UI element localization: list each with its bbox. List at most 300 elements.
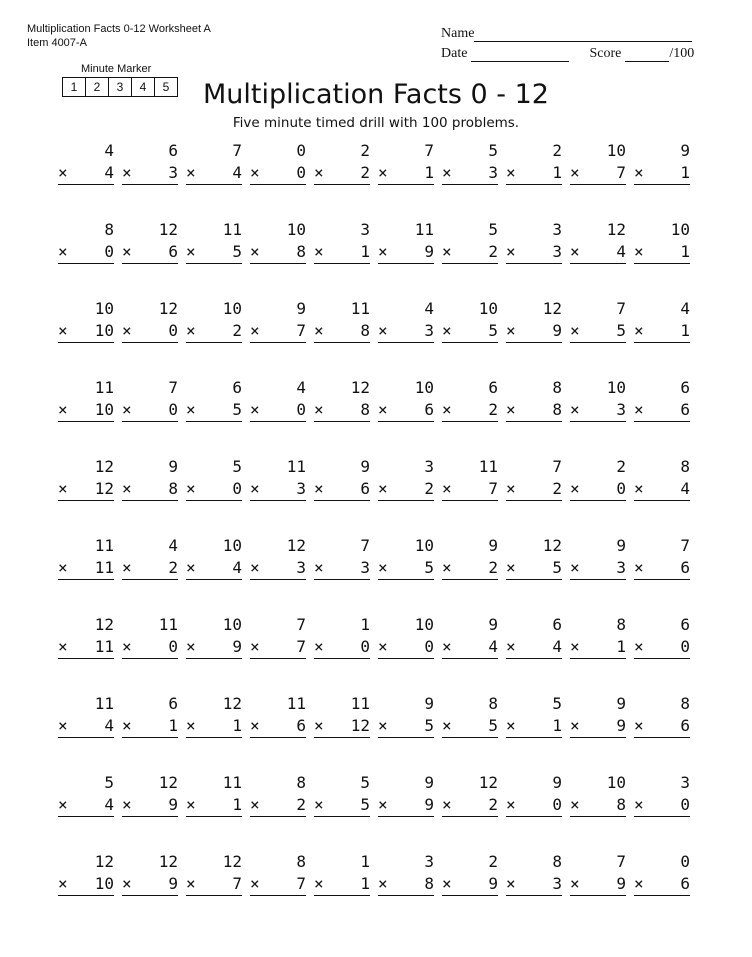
- times-sign: ×: [122, 321, 132, 340]
- multiplicand: 5: [488, 141, 498, 160]
- problem: [186, 219, 242, 264]
- times-sign: ×: [250, 479, 260, 498]
- multiplier: 7: [616, 163, 626, 182]
- times-sign: ×: [506, 637, 516, 656]
- problem: [314, 298, 370, 343]
- multiplier-row: [634, 478, 690, 501]
- multiplier-row: [378, 794, 434, 817]
- multiplier: 8: [296, 242, 306, 261]
- minute-box[interactable]: 1: [63, 78, 86, 96]
- multiplier-row: [378, 873, 434, 896]
- multiplier: 10: [94, 321, 114, 340]
- problem: [122, 298, 178, 343]
- times-sign: ×: [314, 716, 324, 735]
- score-field[interactable]: [625, 48, 669, 62]
- problem: [570, 298, 626, 343]
- times-sign: ×: [314, 479, 324, 498]
- multiplicand: 5: [360, 773, 370, 792]
- problem: [58, 219, 114, 264]
- problem: [570, 614, 626, 659]
- multiplier: 9: [168, 795, 178, 814]
- multiplier-row: [58, 320, 114, 343]
- problem: [506, 298, 562, 343]
- multiplier: 6: [296, 716, 306, 735]
- multiplicand: 0: [296, 141, 306, 160]
- times-sign: ×: [442, 163, 452, 182]
- name-row: [441, 22, 694, 42]
- multiplicand: 6: [168, 141, 178, 160]
- problem: [314, 614, 370, 659]
- multiplier-row: [634, 399, 690, 422]
- times-sign: ×: [570, 874, 580, 893]
- multiplier: 1: [232, 795, 242, 814]
- problem: [314, 377, 370, 422]
- multiplicand: 9: [424, 694, 434, 713]
- multiplier-row: [58, 241, 114, 264]
- problem: [314, 693, 370, 738]
- multiplier: 5: [488, 321, 498, 340]
- times-sign: ×: [122, 795, 132, 814]
- minute-box[interactable]: 5: [162, 80, 170, 94]
- multiplier: 1: [680, 321, 690, 340]
- multiplier-row: [122, 162, 178, 185]
- multiplier: 6: [168, 242, 178, 261]
- problem: [634, 140, 690, 185]
- multiplicand: 9: [168, 457, 178, 476]
- multiplier: 7: [488, 479, 498, 498]
- multiplier-row: [314, 478, 370, 501]
- problem: [442, 614, 498, 659]
- multiplicand: 10: [222, 536, 242, 555]
- problem: [442, 377, 498, 422]
- problem: [122, 377, 178, 422]
- multiplier-row: [186, 636, 242, 659]
- multiplier-row: [378, 320, 434, 343]
- times-sign: ×: [58, 637, 68, 656]
- multiplier: 0: [552, 795, 562, 814]
- times-sign: ×: [58, 321, 68, 340]
- multiplier-row: [314, 873, 370, 896]
- problem: [506, 693, 562, 738]
- multiplier: 3: [360, 558, 370, 577]
- multiplier: 6: [680, 874, 690, 893]
- times-sign: ×: [250, 321, 260, 340]
- problem: [122, 219, 178, 264]
- multiplicand: 9: [680, 141, 690, 160]
- multiplier: 2: [488, 400, 498, 419]
- multiplicand: 10: [286, 220, 306, 239]
- times-sign: ×: [186, 558, 196, 577]
- multiplicand: 7: [296, 615, 306, 634]
- multiplicand: 10: [478, 299, 498, 318]
- multiplier: 3: [168, 163, 178, 182]
- multiplier-row: [378, 715, 434, 738]
- times-sign: ×: [314, 558, 324, 577]
- times-sign: ×: [634, 716, 644, 735]
- multiplicand: 12: [478, 773, 498, 792]
- problem: [570, 693, 626, 738]
- times-sign: ×: [250, 400, 260, 419]
- multiplicand: 8: [488, 694, 498, 713]
- score-label: Score: [589, 46, 622, 61]
- problem: [506, 535, 562, 580]
- multiplier: 8: [424, 874, 434, 893]
- multiplier: 7: [232, 874, 242, 893]
- multiplicand: 5: [232, 457, 242, 476]
- multiplier: 0: [232, 479, 242, 498]
- multiplier: 0: [104, 242, 114, 261]
- multiplicand: 3: [424, 457, 434, 476]
- problem: [314, 456, 370, 501]
- problem: [58, 772, 114, 817]
- multiplier-row: [186, 557, 242, 580]
- problem: [506, 140, 562, 185]
- multiplier: 9: [168, 874, 178, 893]
- problem: [506, 851, 562, 896]
- multiplier: 3: [616, 558, 626, 577]
- multiplier-row: [250, 399, 306, 422]
- multiplicand: 8: [552, 378, 562, 397]
- multiplier-row: [250, 794, 306, 817]
- multiplicand: 1: [360, 852, 370, 871]
- multiplicand: 10: [606, 773, 626, 792]
- multiplicand: 7: [424, 141, 434, 160]
- multiplier: 9: [488, 874, 498, 893]
- times-sign: ×: [58, 242, 68, 261]
- problem: [250, 851, 306, 896]
- multiplicand: 7: [616, 299, 626, 318]
- multiplicand: 11: [222, 773, 242, 792]
- multiplicand: 1: [360, 615, 370, 634]
- problem: [186, 535, 242, 580]
- problem: [506, 219, 562, 264]
- multiplicand: 2: [360, 141, 370, 160]
- times-sign: ×: [634, 795, 644, 814]
- multiplier: 6: [680, 400, 690, 419]
- multiplier-row: [442, 478, 498, 501]
- times-sign: ×: [634, 321, 644, 340]
- multiplier: 0: [360, 637, 370, 656]
- multiplier-row: [506, 715, 562, 738]
- problem: [442, 456, 498, 501]
- multiplicand: 12: [158, 773, 178, 792]
- multiplier: 9: [552, 321, 562, 340]
- multiplier-row: [378, 478, 434, 501]
- multiplier: 1: [168, 716, 178, 735]
- multiplicand: 12: [94, 615, 114, 634]
- multiplier: 3: [424, 321, 434, 340]
- multiplier: 9: [616, 874, 626, 893]
- multiplier: 1: [360, 874, 370, 893]
- multiplier: 6: [424, 400, 434, 419]
- times-sign: ×: [186, 874, 196, 893]
- multiplier: 5: [424, 558, 434, 577]
- multiplier: 8: [168, 479, 178, 498]
- multiplier-row: [378, 636, 434, 659]
- multiplier: 3: [552, 242, 562, 261]
- times-sign: ×: [378, 163, 388, 182]
- times-sign: ×: [186, 163, 196, 182]
- multiplicand: 11: [94, 536, 114, 555]
- multiplier: 7: [296, 874, 306, 893]
- problem: [250, 140, 306, 185]
- multiplier: 1: [232, 716, 242, 735]
- multiplicand: 12: [350, 378, 370, 397]
- multiplier-row: [314, 399, 370, 422]
- multiplier-row: [378, 162, 434, 185]
- multiplicand: 4: [424, 299, 434, 318]
- multiplier-row: [570, 794, 626, 817]
- multiplier-row: [58, 557, 114, 580]
- multiplicand: 6: [232, 378, 242, 397]
- problem: [250, 693, 306, 738]
- times-sign: ×: [506, 716, 516, 735]
- multiplier-row: [506, 162, 562, 185]
- times-sign: ×: [122, 400, 132, 419]
- times-sign: ×: [570, 716, 580, 735]
- problem: [506, 377, 562, 422]
- multiplier: 5: [360, 795, 370, 814]
- multiplier-row: [442, 873, 498, 896]
- times-sign: ×: [442, 795, 452, 814]
- multiplicand: 11: [222, 220, 242, 239]
- multiplicand: 2: [616, 457, 626, 476]
- item-code: Item 4007-A: [27, 37, 87, 49]
- multiplier-row: [506, 320, 562, 343]
- multiplicand: 8: [104, 220, 114, 239]
- multiplicand: 6: [168, 694, 178, 713]
- problem: [570, 140, 626, 185]
- times-sign: ×: [250, 874, 260, 893]
- times-sign: ×: [570, 163, 580, 182]
- problem: [186, 693, 242, 738]
- problem: [122, 140, 178, 185]
- times-sign: ×: [122, 558, 132, 577]
- times-sign: ×: [250, 558, 260, 577]
- multiplier: 6: [360, 479, 370, 498]
- multiplier-row: [58, 873, 114, 896]
- multiplier: 1: [360, 242, 370, 261]
- times-sign: ×: [186, 321, 196, 340]
- multiplier-row: [122, 399, 178, 422]
- multiplicand: 4: [104, 141, 114, 160]
- problem: [58, 851, 114, 896]
- multiplier: 4: [232, 163, 242, 182]
- multiplier: 7: [296, 321, 306, 340]
- multiplier-row: [570, 715, 626, 738]
- multiplicand: 12: [542, 536, 562, 555]
- multiplier: 2: [488, 558, 498, 577]
- times-sign: ×: [186, 637, 196, 656]
- problem: [58, 377, 114, 422]
- times-sign: ×: [314, 163, 324, 182]
- problem: [442, 140, 498, 185]
- times-sign: ×: [378, 321, 388, 340]
- minute-box[interactable]: 2: [86, 78, 109, 96]
- multiplier: 5: [552, 558, 562, 577]
- problem: [314, 535, 370, 580]
- multiplicand: 12: [606, 220, 626, 239]
- multiplier-row: [122, 320, 178, 343]
- times-sign: ×: [58, 163, 68, 182]
- problem: [378, 851, 434, 896]
- problem: [122, 614, 178, 659]
- times-sign: ×: [634, 479, 644, 498]
- multiplier: 0: [680, 637, 690, 656]
- date-score-row: [441, 42, 694, 62]
- times-sign: ×: [250, 716, 260, 735]
- multiplier: 2: [424, 479, 434, 498]
- multiplier: 0: [168, 321, 178, 340]
- times-sign: ×: [58, 795, 68, 814]
- multiplicand: 3: [360, 220, 370, 239]
- multiplicand: 11: [158, 615, 178, 634]
- multiplier-row: [506, 636, 562, 659]
- multiplier-row: [442, 241, 498, 264]
- times-sign: ×: [570, 400, 580, 419]
- multiplier: 8: [360, 321, 370, 340]
- multiplier-row: [506, 478, 562, 501]
- multiplier-row: [314, 794, 370, 817]
- multiplier-row: [378, 241, 434, 264]
- multiplier: 2: [168, 558, 178, 577]
- problem: [634, 298, 690, 343]
- times-sign: ×: [442, 558, 452, 577]
- multiplicand: 9: [360, 457, 370, 476]
- minute-box[interactable]: 3: [109, 78, 132, 96]
- problem: [250, 298, 306, 343]
- problem: [570, 219, 626, 264]
- date-field[interactable]: [471, 48, 569, 62]
- multiplier-row: [442, 162, 498, 185]
- multiplier: 3: [296, 479, 306, 498]
- problem: [186, 614, 242, 659]
- multiplier: 9: [616, 716, 626, 735]
- multiplier-row: [634, 715, 690, 738]
- problem: [58, 535, 114, 580]
- times-sign: ×: [378, 637, 388, 656]
- problem: [186, 772, 242, 817]
- problem: [186, 377, 242, 422]
- multiplier-row: [58, 399, 114, 422]
- multiplier-row: [122, 794, 178, 817]
- multiplier: 5: [232, 242, 242, 261]
- name-label: Name: [441, 26, 475, 41]
- problem: [186, 851, 242, 896]
- problem: [250, 377, 306, 422]
- multiplier: 4: [104, 795, 114, 814]
- multiplier: 1: [680, 163, 690, 182]
- multiplier: 4: [232, 558, 242, 577]
- multiplier-row: [122, 478, 178, 501]
- problem: [378, 614, 434, 659]
- multiplicand: 4: [296, 378, 306, 397]
- problem: [122, 456, 178, 501]
- multiplier-row: [634, 241, 690, 264]
- multiplier-row: [378, 557, 434, 580]
- multiplier: 9: [424, 242, 434, 261]
- multiplicand: 12: [542, 299, 562, 318]
- multiplier: 8: [360, 400, 370, 419]
- multiplicand: 10: [414, 378, 434, 397]
- multiplier-row: [506, 399, 562, 422]
- times-sign: ×: [634, 242, 644, 261]
- times-sign: ×: [186, 795, 196, 814]
- multiplier: 1: [424, 163, 434, 182]
- times-sign: ×: [122, 163, 132, 182]
- problem: [570, 456, 626, 501]
- times-sign: ×: [58, 716, 68, 735]
- multiplier-row: [634, 162, 690, 185]
- multiplier-row: [634, 557, 690, 580]
- multiplicand: 2: [552, 141, 562, 160]
- multiplier-row: [442, 320, 498, 343]
- worksheet-info: [27, 22, 211, 50]
- times-sign: ×: [314, 400, 324, 419]
- multiplier-row: [122, 636, 178, 659]
- multiplicand: 6: [680, 615, 690, 634]
- multiplicand: 10: [414, 615, 434, 634]
- multiplier-row: [58, 162, 114, 185]
- multiplier-row: [570, 478, 626, 501]
- multiplier-row: [250, 320, 306, 343]
- multiplier-row: [314, 715, 370, 738]
- multiplier: 0: [296, 400, 306, 419]
- name-field[interactable]: [474, 28, 692, 42]
- multiplier-row: [250, 162, 306, 185]
- multiplicand: 12: [286, 536, 306, 555]
- multiplicand: 11: [478, 457, 498, 476]
- times-sign: ×: [122, 242, 132, 261]
- problem: [442, 851, 498, 896]
- times-sign: ×: [250, 242, 260, 261]
- multiplier-row: [314, 241, 370, 264]
- multiplier-row: [250, 873, 306, 896]
- multiplicand: 11: [286, 457, 306, 476]
- multiplicand: 9: [424, 773, 434, 792]
- times-sign: ×: [378, 242, 388, 261]
- multiplier-row: [58, 636, 114, 659]
- multiplier-row: [570, 873, 626, 896]
- multiplier: 0: [296, 163, 306, 182]
- problem: [378, 140, 434, 185]
- times-sign: ×: [442, 242, 452, 261]
- multiplier-row: [314, 320, 370, 343]
- minute-box[interactable]: 4: [132, 78, 155, 96]
- multiplier-row: [442, 399, 498, 422]
- multiplier-row: [186, 478, 242, 501]
- multiplicand: 5: [104, 773, 114, 792]
- multiplicand: 5: [552, 694, 562, 713]
- times-sign: ×: [250, 637, 260, 656]
- problem: [506, 772, 562, 817]
- multiplier: 10: [94, 400, 114, 419]
- times-sign: ×: [570, 558, 580, 577]
- multiplicand: 6: [488, 378, 498, 397]
- times-sign: ×: [186, 242, 196, 261]
- problem: [58, 298, 114, 343]
- multiplier-row: [58, 794, 114, 817]
- multiplicand: 8: [680, 694, 690, 713]
- multiplier: 2: [360, 163, 370, 182]
- times-sign: ×: [378, 558, 388, 577]
- problem: [634, 219, 690, 264]
- problem: [186, 298, 242, 343]
- multiplicand: 10: [670, 220, 690, 239]
- multiplier-row: [186, 715, 242, 738]
- problem: [570, 535, 626, 580]
- multiplier-row: [122, 241, 178, 264]
